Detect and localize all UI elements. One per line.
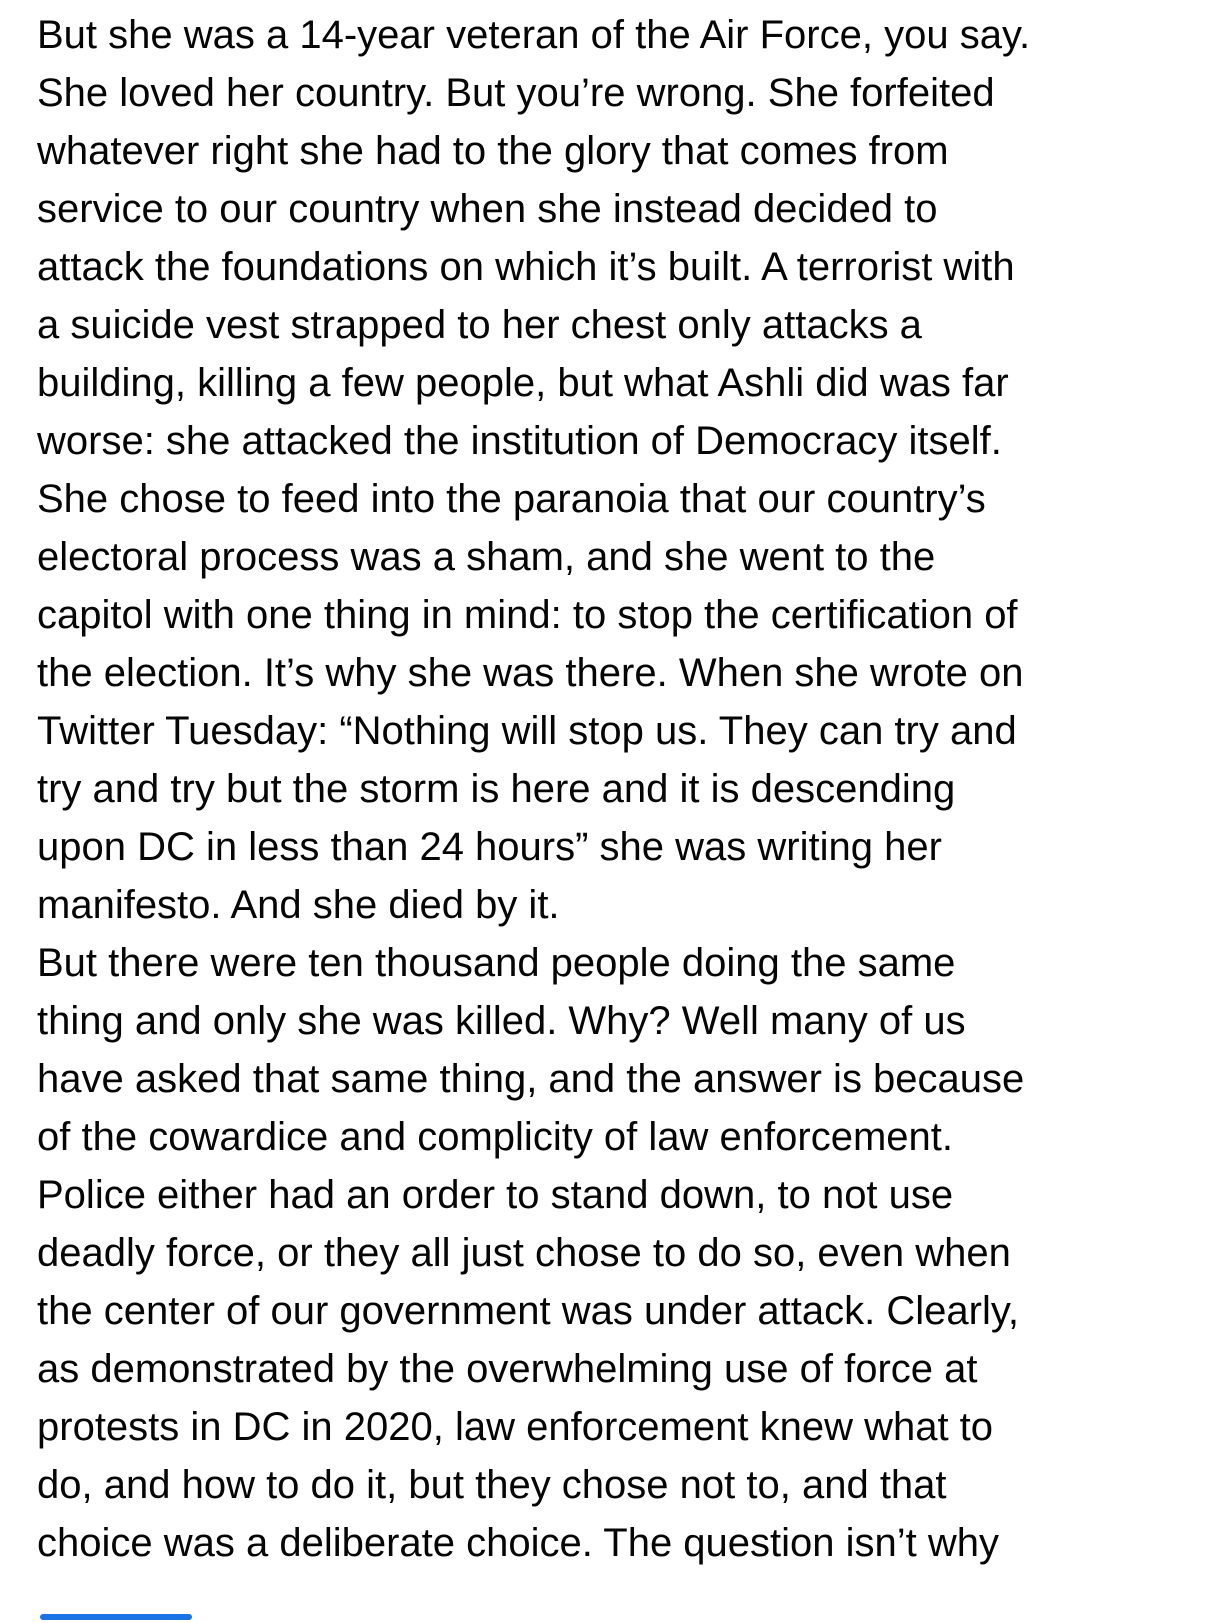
text-line: the center of our government was under attack. Clearly, xyxy=(37,1289,1019,1333)
text-line: as demonstrated by the overwhelming use of force at xyxy=(37,1347,978,1391)
text-line: She loved her country. But you’re wrong. She forfeited xyxy=(37,71,995,115)
text-line: worse: she attacked the institution of Democracy itself. xyxy=(37,419,1002,463)
scroll-position-indicator xyxy=(40,1614,192,1620)
text-line: try and try but the storm is here and it is descending xyxy=(37,767,956,811)
text-line: a suicide vest strapped to her chest only attacks a xyxy=(37,303,922,347)
text-line: service to our country when she instead decided to xyxy=(37,187,938,231)
text-line: upon DC in less than 24 hours” she was writing her xyxy=(37,825,942,869)
text-line: have asked that same thing, and the answer is because xyxy=(37,1057,1025,1101)
text-line: But she was a 14-year veteran of the Air Force, you say. xyxy=(37,13,1031,57)
post-body-text xyxy=(37,6,1217,1572)
text-line: building, killing a few people, but what Ashli did was far xyxy=(37,361,1009,405)
text-line: Police either had an order to stand down, to not use xyxy=(37,1173,954,1217)
text-line: of the cowardice and complicity of law enforcement. xyxy=(37,1115,953,1159)
text-line: the election. It’s why she was there. When she wrote on xyxy=(37,651,1024,695)
text-line: deadly force, or they all just chose to do so, even when xyxy=(37,1231,1011,1275)
text-line: protests in DC in 2020, law enforcement knew what to xyxy=(37,1405,994,1449)
text-line: whatever right she had to the glory that comes from xyxy=(37,129,949,173)
text-line: manifesto. And she died by it. xyxy=(37,883,560,927)
text-line: But there were ten thousand people doing the same xyxy=(37,941,956,985)
text-line: choice was a deliberate choice. The question isn’t why xyxy=(37,1521,1000,1565)
text-line: Twitter Tuesday: “Nothing will stop us. They can try and xyxy=(37,709,1017,753)
text-line: thing and only she was killed. Why? Well many of us xyxy=(37,999,966,1043)
text-line: attack the foundations on which it’s built. A terrorist with xyxy=(37,245,1015,289)
text-line: She chose to feed into the paranoia that our country’s xyxy=(37,477,986,521)
text-line: do, and how to do it, but they chose not to, and that xyxy=(37,1463,947,1507)
text-line: capitol with one thing in mind: to stop the certification of xyxy=(37,593,1018,637)
text-line: electoral process was a sham, and she went to the xyxy=(37,535,936,579)
